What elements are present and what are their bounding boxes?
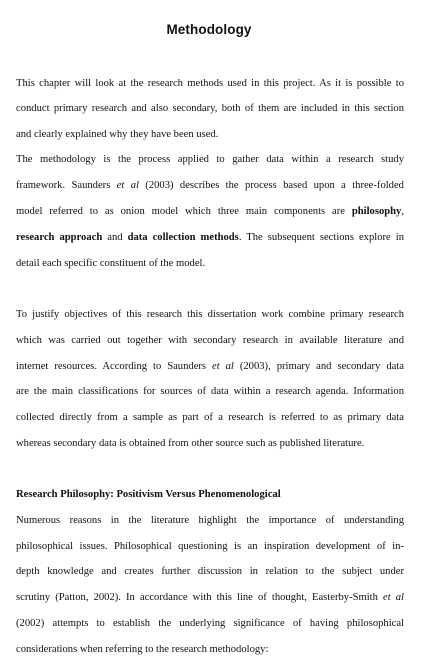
paragraph-3-line-6: whereas secondary data is obtained from other source such as published literature. [16, 438, 365, 449]
paragraph-1-line-2: conduct primary research and also secondary, both of them are included in this section [16, 103, 404, 114]
paragraph-1-line-1: This chapter will look at the research methods used in this project. As it is possible to [16, 78, 404, 89]
text-run: , [401, 206, 404, 217]
bold-run: data collection methods [127, 232, 239, 243]
paragraph-4-line-5: (2002) attempts to establish the underlying significance of having philosophical [16, 618, 404, 629]
text-run: and [102, 232, 128, 243]
paragraph-4-line-3: depth knowledge and creates further discussion in relation to the subject under [16, 566, 404, 577]
text-run: (2003) describes the process based upon a three-folded [138, 180, 404, 191]
paragraph-3-line-1: To justify objectives of this research this dissertation work combine primary research [16, 309, 404, 320]
paragraph-2-line-5: detail each specific constituent of the model. [16, 258, 206, 269]
paragraph-2-line-3 [16, 205, 404, 219]
paragraph-2-line-1: The methodology is the process applied to gather data within a research study [16, 154, 404, 165]
italic-run: et al [116, 180, 139, 191]
paragraph-2-line-2 [16, 179, 404, 193]
text-run: (2003), primary and secondary data [233, 361, 404, 372]
italic-run: et al [383, 592, 404, 603]
paragraph-2-line-4 [16, 231, 404, 245]
paragraph-4-line-6: considerations when referring to the research methodology: [16, 644, 269, 655]
italic-run: et al [212, 361, 234, 372]
paragraph-3-line-5: collected directly from a sample as part of a research is referred to as primary data [16, 412, 404, 423]
page-title: Methodology [166, 22, 252, 37]
paragraph-3-line-2: which was carried out together with secondary research in available literature and [16, 335, 404, 346]
text-run: framework. Saunders [16, 180, 117, 191]
text-run: scrutiny (Patton, 2002). In accordance with this line of thought, Easterby-Smith [16, 592, 384, 603]
paragraph-3-line-3 [16, 360, 404, 374]
text-run: internet resources. According to Saunders [16, 361, 213, 372]
text-run: . The subsequent sections explore in [238, 232, 404, 243]
text-run: model referred to as onion model which three main components are [16, 206, 352, 217]
bold-run: research approach [16, 232, 103, 243]
paragraph-4-line-4 [16, 591, 404, 605]
paragraph-4-line-2: philosophical issues. Philosophical questioning is an inspiration development of in- [16, 541, 404, 552]
section-heading: Research Philosophy: Positivism Versus Phenomenological [16, 489, 281, 500]
paragraph-1-line-3: and clearly explained why they have been used. [16, 129, 219, 140]
paragraph-3-line-4: are the main classifications for sources of data within a research agenda. Information [16, 386, 404, 397]
bold-run: philosophy [351, 206, 402, 217]
paragraph-4-line-1: Numerous reasons in the literature highlight the importance of understanding [16, 515, 404, 526]
